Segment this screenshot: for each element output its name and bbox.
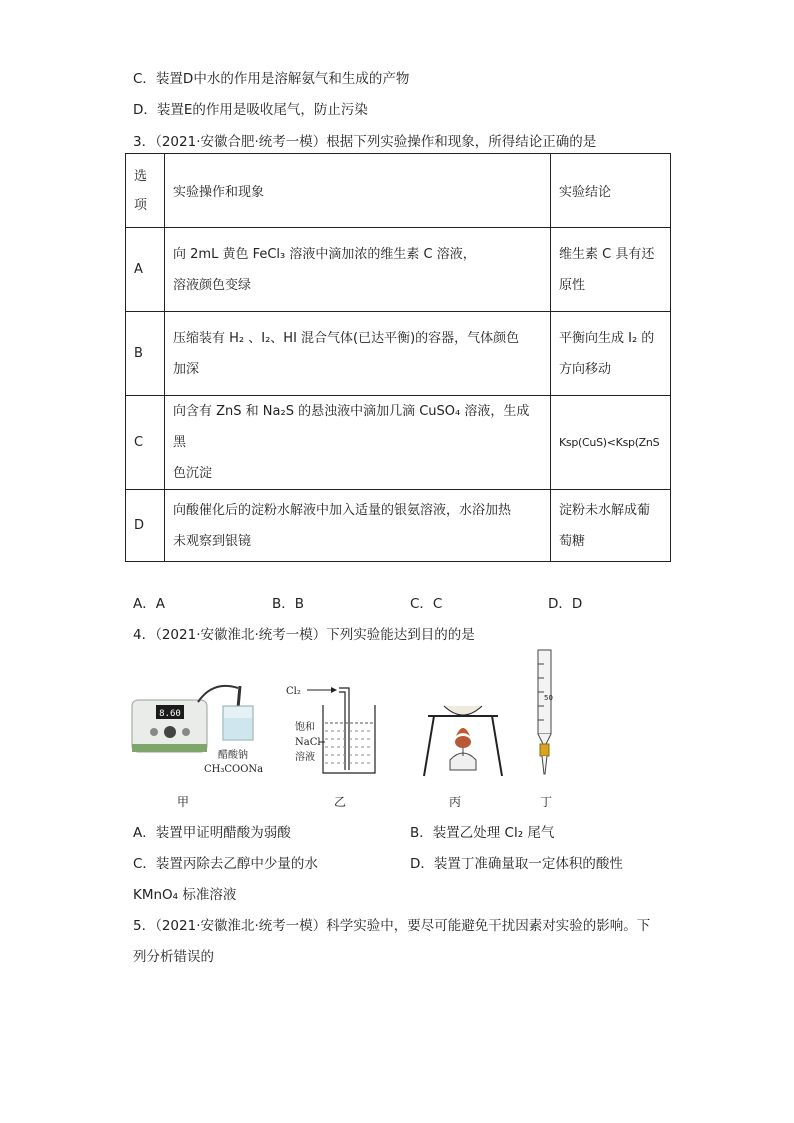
row-operation: 向酸催化后的淀粉水解液中加入适量的银氨溶液，水浴加热 未观察到银镜 <box>165 490 551 562</box>
rubber-tube <box>540 744 549 756</box>
cl2-absorption-figure <box>283 675 383 785</box>
header-option: 选项 <box>126 154 165 228</box>
figure-label-ding: 丁 <box>540 795 553 809</box>
q3-choice-b[interactable]: B．B <box>272 596 305 612</box>
jia-caption-2: CH₃COONa <box>204 764 264 775</box>
row-conclusion: 平衡向生成 I₂ 的 方向移动 <box>551 312 671 396</box>
row-operation: 向含有 ZnS 和 Na₂S 的悬浊液中滴加几滴 CuSO₄ 溶液，生成黑 色沉淀 <box>165 396 551 490</box>
flame-core <box>455 736 471 748</box>
gas-arrowhead <box>331 687 337 693</box>
jia-caption-1: 醋酸钠 <box>218 750 248 761</box>
yi-solution-label-2: NaCl <box>295 737 321 748</box>
header-conclusion: 实验结论 <box>551 154 671 228</box>
burette-neck <box>538 734 551 744</box>
evaporating-dish <box>444 706 482 715</box>
evaporation-figure <box>420 700 505 780</box>
row-conclusion: 淀粉未水解成葡 萄糖 <box>551 490 671 562</box>
table-row <box>126 490 671 562</box>
row-operation: 向 2mL 黄色 FeCl₃ 溶液中滴加浓的维生素 C 溶液， 溶液颜色变绿 <box>165 228 551 312</box>
row-conclusion: Ksp(CuS)<Ksp(ZnS <box>551 396 671 490</box>
figure-label-jia: 甲 <box>177 795 190 809</box>
beaker-solution <box>224 718 252 739</box>
meter-base-stripe <box>132 744 207 752</box>
meter-knob <box>150 728 158 736</box>
q5-stem-line2: 列分析错误的 <box>133 949 214 965</box>
q3-table <box>125 153 671 562</box>
table-header-row <box>126 154 671 228</box>
q4-choice-a[interactable]: A．装置甲证明醋酸为弱酸 <box>133 825 291 841</box>
q3-choice-c[interactable]: C．C <box>410 596 443 612</box>
yi-solution-label-3: 溶液 <box>295 752 315 763</box>
figure-label-bing: 丙 <box>449 795 462 809</box>
row-option: A <box>126 228 165 312</box>
burette-tip <box>542 756 547 774</box>
q4-stem: 4．（2021·安徽淮北·统考一模）下列实验能达到目的的是 <box>133 627 475 643</box>
yi-solution-label-1: 饱和 <box>295 722 315 733</box>
tripod-leg <box>424 716 434 776</box>
q3-choice-a[interactable]: A．A <box>133 596 165 612</box>
row-option: C <box>126 396 165 490</box>
ph-meter-figure <box>128 660 278 780</box>
q4-choice-c[interactable]: C．装置丙除去乙醇中少量的水 <box>133 856 318 872</box>
prev-option-d: D．装置E的作用是吸收尾气，防止污染 <box>133 102 368 118</box>
q4-choice-d-continued: KMnO₄ 标准溶液 <box>133 887 237 903</box>
electrode-cable <box>198 686 238 702</box>
q3-choice-d[interactable]: D．D <box>548 596 583 612</box>
yi-gas-label: Cl₂ <box>286 686 301 697</box>
q4-choice-d[interactable]: D．装置丁准确量取一定体积的酸性 <box>410 856 623 872</box>
figure-label-yi: 乙 <box>334 795 347 809</box>
row-option: B <box>126 312 165 396</box>
flame-icon <box>456 728 470 736</box>
burette-mark: 50 <box>544 694 553 702</box>
row-operation: 压缩装有 H₂ 、I₂、HI 混合气体(已达平衡)的容器，气体颜色 加深 <box>165 312 551 396</box>
meter-dial <box>164 726 176 738</box>
row-option: D <box>126 490 165 562</box>
meter-reading: 8.60 <box>159 709 181 719</box>
row-conclusion: 维生素 C 具有还 原性 <box>551 228 671 312</box>
table-row <box>126 396 671 490</box>
delivery-tube <box>339 688 349 770</box>
burette-figure <box>530 648 560 778</box>
table-row <box>126 312 671 396</box>
q3-stem: 3．（2021·安徽合肥·统考一模）根据下列实验操作和现象，所得结论正确的是 <box>133 134 597 150</box>
tripod-leg <box>492 716 502 776</box>
table-row <box>126 228 671 312</box>
q4-choice-b[interactable]: B．装置乙处理 Cl₂ 尾气 <box>410 825 555 841</box>
prev-option-c: C．装置D中水的作用是溶解氨气和生成的产物 <box>133 71 410 87</box>
meter-knob <box>182 728 190 736</box>
q5-stem-line1: 5．（2021·安徽淮北·统考一模）科学实验中，要尽可能避免干扰因素对实验的影响。下 <box>133 918 651 934</box>
header-operation: 实验操作和现象 <box>165 154 551 228</box>
